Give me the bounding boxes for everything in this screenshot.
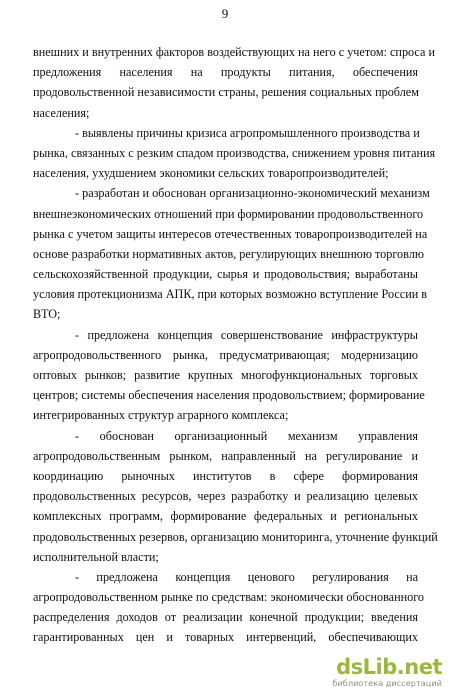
text-line: агропродовольственного рынка, предусматривающая; модернизацию <box>33 347 418 362</box>
watermark-logo-prefix: dsLib <box>336 655 397 679</box>
watermark-caption: библиотека диссертаций <box>332 678 442 688</box>
text-line: исполнительной власти; <box>33 549 159 564</box>
text-line: центров; системы обеспечения населения продовольствием; формирование <box>33 388 425 403</box>
text-line: координацию рыночных институтов в сфере формирования <box>33 468 418 483</box>
text-line: агропродовольственным рынком, направленный на регулирование и <box>33 448 418 463</box>
text-line: внешнеэкономических отношений при формировании продовольственного <box>33 206 424 221</box>
text-line: рынка, связанных с резким спадом производства, снижением уровня питания <box>33 145 436 160</box>
text-line: - предложена концепция ценового регулирования на <box>75 569 418 584</box>
text-line: агропродовольственном рынке по средствам: экономически обоснованного <box>33 590 424 605</box>
text-line: населения; <box>33 105 90 120</box>
text-line: гарантированных цен и товарных интервенций, обеспечивающих <box>33 630 418 645</box>
watermark-logo-suffix: .net <box>396 655 442 679</box>
text-line: внешних и внутренних факторов воздействующих на него с учетом: спроса и <box>33 45 435 59</box>
text-line: продовольственной независимости страны, решения социальных проблем <box>33 85 419 100</box>
text-line: продовольственных ресурсов, через разработку и реализацию целевых <box>33 489 418 504</box>
text-line: ВТО; <box>33 307 61 322</box>
text-line: сельскохозяйственной продукции, сырья и продовольствия; выработаны <box>33 267 418 282</box>
text-line: - выявлены причины кризиса агропромышленного производства и <box>75 125 420 140</box>
text-line: условия протекционизма АПК, при которых возможно вступление России в <box>33 287 428 302</box>
text-line: - разработан и обоснован организационно-экономический механизм <box>75 186 430 201</box>
body-text <box>33 42 438 648</box>
text-line: населения, ухудшением экономики сельских товаропроизводителей; <box>33 166 389 181</box>
text-line: - обоснован организационный механизм управления <box>75 428 418 443</box>
text-line: распределения доходов от реализации конечной продукции; введения <box>33 610 418 625</box>
text-line: основе разработки нормативных актов, регулирующих внешнюю торговлю <box>33 246 424 261</box>
text-line: - предложена концепция совершенствование инфраструктуры <box>75 327 418 342</box>
page-number: 9 <box>221 6 229 21</box>
text-line: продовольственных резервов, организацию мониторинга, уточнение функций <box>33 529 438 544</box>
watermark <box>312 656 442 690</box>
text-line: предложения населения на продукты питания, обеспечения <box>33 65 418 80</box>
watermark-logo <box>336 656 442 678</box>
text-line: интегрированных структур аграрного комплекса; <box>33 408 289 423</box>
text-line: оптовых рынков; развитие крупных многофункциональных торговых <box>33 368 418 382</box>
text-line: рынка с учетом защиты интересов отечественных товаропроизводителей на <box>33 226 428 241</box>
text-line: комплексных программ, формирование федеральных и региональных <box>33 509 418 524</box>
